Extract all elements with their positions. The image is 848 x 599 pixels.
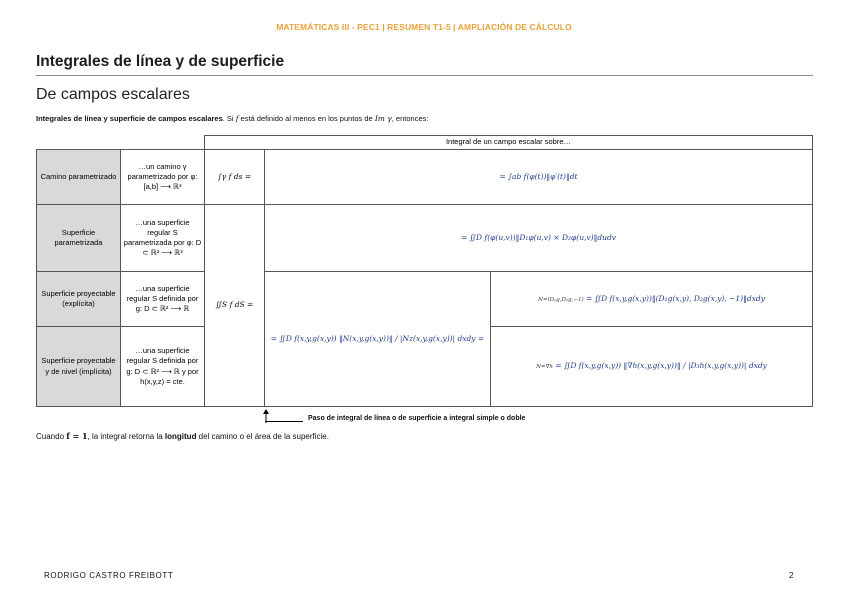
implicit-sub: N=∇h xyxy=(536,364,553,371)
implicit-rhs xyxy=(491,327,813,407)
line-integral-rhs xyxy=(265,150,813,205)
column-header: Integral de un campo escalar sobre… xyxy=(205,136,813,150)
intro-text-2: está definido al menos en los puntos de xyxy=(238,114,375,123)
conclusion-eq: f = 1 xyxy=(66,431,88,441)
conclusion-paragraph xyxy=(36,431,329,441)
line-integral-lhs xyxy=(205,150,265,205)
intro-paragraph xyxy=(36,114,428,123)
conclusion-bold: longitud xyxy=(164,432,197,441)
row-desc-explicita: …una superficie regular S definida por g: D ⊂ ℝ² ⟶ ℝ xyxy=(121,272,205,327)
subsection-title: De campos escalares xyxy=(36,86,190,103)
note-connector xyxy=(265,421,303,422)
row-desc-superficie-param: …una superficie regular S parametrizada por φ: D ⊂ ℝ² ⟶ ℝ³ xyxy=(121,205,205,272)
general-projectable-rhs xyxy=(265,272,491,407)
conclusion-t2: , la integral retorna la xyxy=(87,432,165,441)
page-header: MATEMÁTICAS III - PEC1 | RESUMEN T1-5 | AMPLIACIÓN DE CÁLCULO xyxy=(276,22,572,32)
row-label-superficie-param: Superficie parametrizada xyxy=(37,205,121,272)
implicit-rhs-text: = ∬D f(x,y,g(x,y)) ‖∇h(x,y,g(x,y))‖ / |D₃h(x,y,g(x,y))| dxdy xyxy=(555,361,767,371)
explicit-sub: N=(D₁g,D₂g,−1) xyxy=(538,296,584,303)
intro-f: f xyxy=(235,114,239,123)
explicit-rhs xyxy=(491,272,813,327)
line-rhs-text: = ∫ab f(φ(t))‖φ′(t)‖dt xyxy=(499,171,578,181)
line-lhs-text: ∫γ f ds = xyxy=(217,171,252,181)
title-divider xyxy=(36,75,813,76)
intro-im: Im γ xyxy=(374,114,392,123)
row-desc-implicita: …una superficie regular S definida por g: D ⊂ ℝ² ⟶ ℝ y por h(x,y,z) = cte. xyxy=(121,327,205,407)
footer-author: RODRIGO CASTRO FREIBOTT xyxy=(44,571,174,580)
footer-page-number: 2 xyxy=(789,571,794,580)
section-title: Integrales de línea y de superficie xyxy=(36,53,285,70)
explicit-rhs-text: = ∬D f(x,y,g(x,y))‖(D₁g(x,y), D₂g(x,y), −1)‖dxdy xyxy=(586,293,765,303)
surface-integral-lhs xyxy=(205,205,265,407)
surf-lhs-text: ∬S f dS = xyxy=(215,300,254,310)
conclusion-t3: del camino o el área de la superficie. xyxy=(196,432,329,441)
table-note: Paso de integral de línea o de superficie a integral simple o doble xyxy=(308,415,526,422)
scalar-integrals-table xyxy=(36,135,813,407)
general-rhs-text: = ∬D f(x,y,g(x,y)) ‖N(x,y,g(x,y))‖ / |Nz(x,y,g(x,y))| dxdy = xyxy=(270,333,485,343)
param-surface-rhs xyxy=(265,205,813,272)
intro-text-1: . Si xyxy=(222,114,236,123)
corner-blank xyxy=(37,136,205,150)
conclusion-t1: Cuando xyxy=(36,432,67,441)
row-desc-camino: …un camino γ parametrizado por φ:[a,b] ⟶ ℝ³ xyxy=(121,150,205,205)
intro-bold: Integrales de línea y superficie de campos escalares xyxy=(36,114,223,123)
intro-text-3: , entonces: xyxy=(391,114,429,123)
param-rhs-text: = ∬D f(φ(u,v))‖D₁φ(u,v) × D₂φ(u,v)‖dudv xyxy=(460,232,616,242)
row-label-explicita: Superficie proyectable (explícita) xyxy=(37,272,121,327)
row-label-implicita: Superficie proyectable y de nivel (implícita) xyxy=(37,327,121,407)
row-label-camino: Camino parametrizado xyxy=(37,150,121,205)
